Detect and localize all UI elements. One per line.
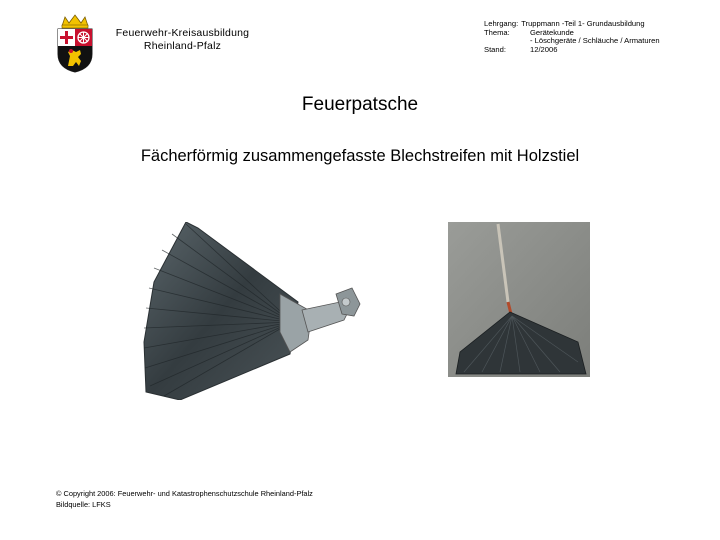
org-line-1: Feuerwehr-Kreisausbildung (115, 27, 250, 39)
thema-value-1: Gerätekunde (530, 27, 574, 37)
course-info (484, 20, 660, 54)
slide-title: Feuerpatsche (301, 94, 419, 115)
footer (56, 489, 313, 510)
thema-label: Thema: (484, 27, 510, 37)
lehrgang-value: Truppmann -Teil 1- Grundausbildung (521, 19, 645, 28)
coat-of-arms-icon (50, 14, 100, 74)
image-source-text: Bildquelle: LFKS (56, 499, 111, 509)
fire-beater-head-photo (140, 222, 370, 400)
thema-value-2: - Löschgeräte / Schläuche / Armaturen (530, 36, 660, 46)
lehrgang-label: Lehrgang: (484, 19, 519, 28)
stand-label: Stand: (484, 44, 506, 54)
org-line-2: Rheinland-Pfalz (143, 40, 222, 52)
organisation-name (110, 27, 255, 53)
fire-beater-on-ground-photo (448, 222, 590, 377)
slide-subtitle: Fächerförmig zusammengefasste Blechstreifen mit Holzstiel (140, 147, 580, 165)
stand-value: 12/2006 (530, 44, 558, 54)
copyright-text: © Copyright 2006: Feuerwehr- und Katastrophenschutzschule Rheinland-Pfalz (56, 489, 313, 498)
